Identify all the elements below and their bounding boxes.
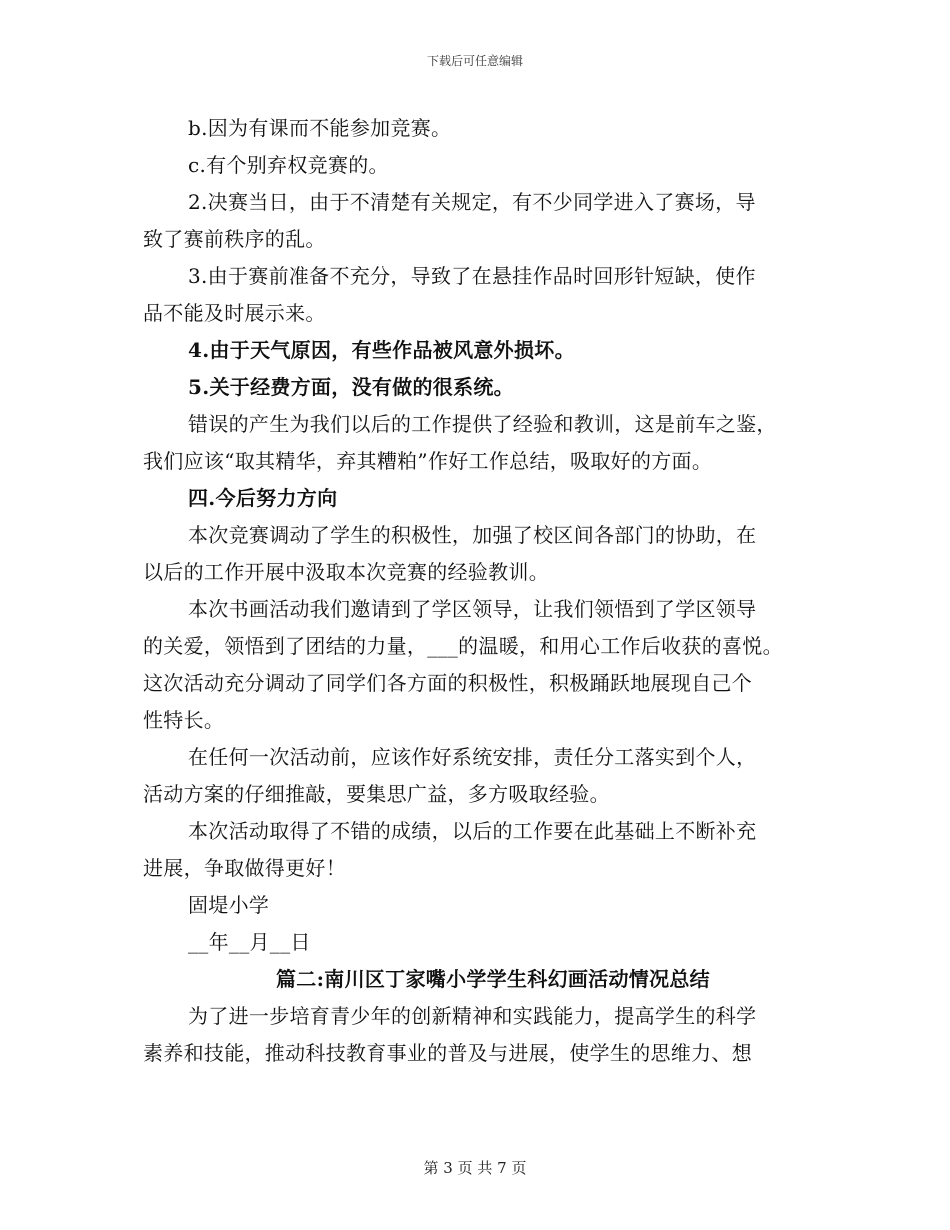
text-line: c.有个别弃权竞赛的。 [188, 153, 389, 177]
text-line: 品不能及时展示来。 [143, 301, 326, 325]
text-line: 活动方案的仔细推敲，要集思广益，多方吸取经验。 [143, 782, 610, 806]
text-line: 本次书画活动我们邀请到了学区领导，让我们领悟到了学区领导 [188, 597, 757, 621]
section-title: 篇二:南川区丁家嘴小学学生科幻画活动情况总结 [276, 967, 710, 991]
document-body [143, 110, 823, 1072]
text-line: 在任何一次活动前，应该作好系统安排，责任分工落实到个人， [188, 745, 757, 769]
text-line: 5.关于经费方面，没有做的很系统。 [188, 375, 514, 399]
page-header: 下载后可任意编辑 [426, 54, 523, 68]
text-line: __年__月__日 [188, 930, 311, 954]
text-line: 四.今后努力方向 [188, 486, 338, 510]
text-line: b.因为有课而不能参加竞赛。 [188, 116, 452, 140]
paragraph-block-intro [143, 998, 823, 1072]
text-line: 性特长。 [143, 708, 225, 732]
page-footer: 第 3 页 共 7 页 [423, 1159, 527, 1177]
text-line: 3.由于赛前准备不充分，导致了在悬挂作品时回形针短缺，使作 [188, 264, 756, 288]
text-line: 为了进一步培育青少年的创新精神和实践能力，提高学生的科学 [188, 1004, 757, 1028]
paragraph-block-summary [143, 110, 823, 961]
text-line: 本次活动取得了不错的成绩，以后的工作要在此基础上不断补充 [188, 819, 757, 843]
text-line: 这次活动充分调动了同学们各方面的积极性，积极踊跃地展现自己个 [143, 671, 752, 695]
text-line: 本次竞赛调动了学生的积极性，加强了校区间各部门的协助，在 [188, 523, 757, 547]
text-line: 固堤小学 [188, 893, 270, 917]
text-line: 以后的工作开展中汲取本次竞赛的经验教训。 [143, 560, 549, 584]
text-line: 进展，争取做得更好！ [143, 856, 346, 880]
text-line: 错误的产生为我们以后的工作提供了经验和教训，这是前车之鉴， [188, 412, 777, 436]
text-line: 的关爱，领悟到了团结的力量，___的温暖，和用心工作后收获的喜悦。 [143, 634, 783, 658]
text-line: 4.由于天气原因，有些作品被风意外损坏。 [188, 338, 575, 362]
text-line: 我们应该“取其精华，弃其糟粕”作好工作总结，吸取好的方面。 [143, 449, 713, 473]
text-line: 致了赛前秩序的乱。 [143, 227, 326, 251]
text-line: 素养和技能，推动科技教育事业的普及与进展，使学生的思维力、想 [143, 1041, 752, 1065]
text-line: 2.决赛当日，由于不清楚有关规定，有不少同学进入了赛场，导 [188, 190, 756, 214]
